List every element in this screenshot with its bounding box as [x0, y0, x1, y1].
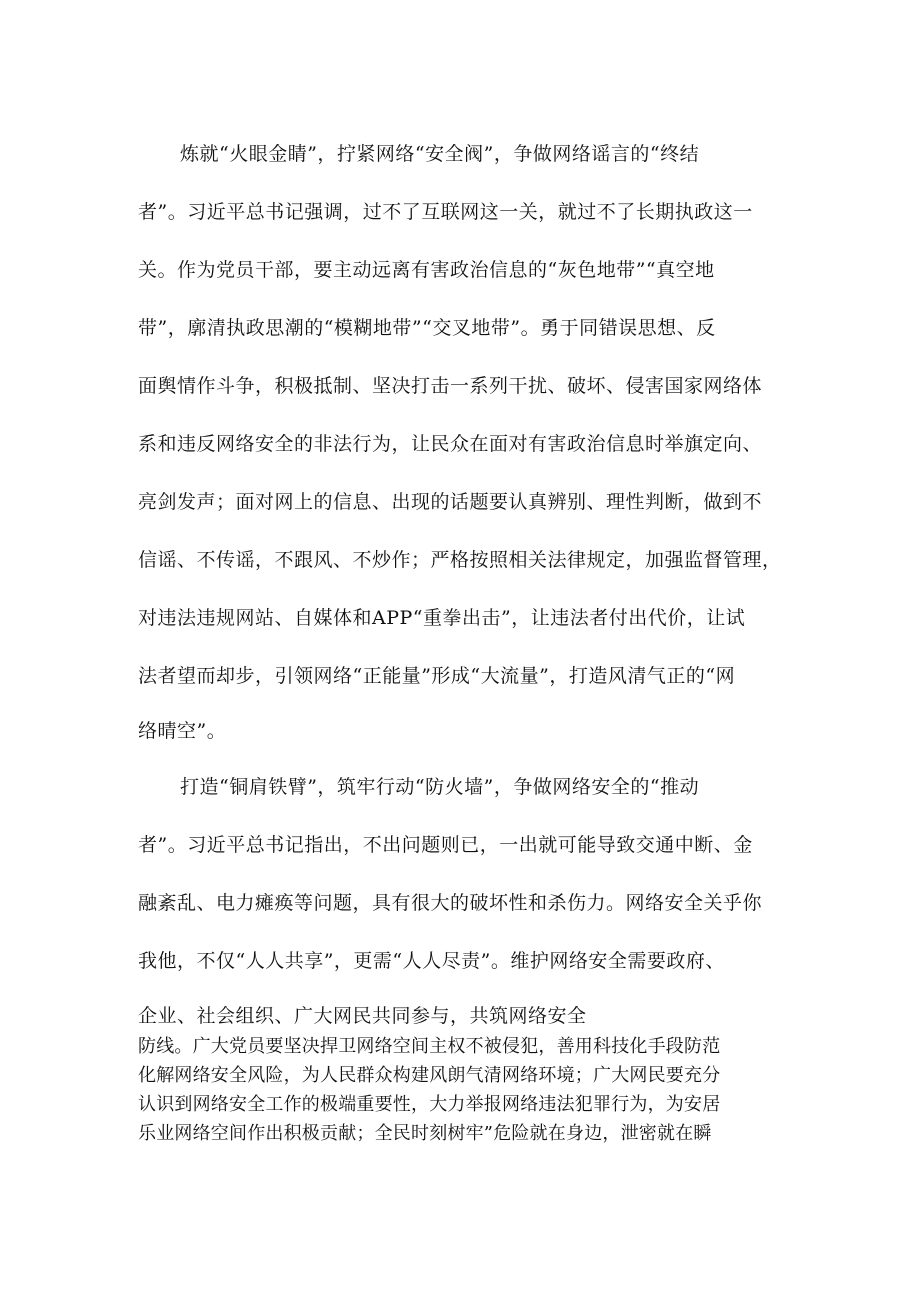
- paragraph-2-tight-line-3: 认识到网络安全工作的极端重要性，大力举报网络违法犯罪行为，为安居: [138, 1094, 721, 1115]
- paragraph-1-line-7: 亮剑发声；面对网上的信息、出现的话题要认真辨别、理性判断，做到不: [138, 491, 763, 513]
- paragraph-1-line-1: 炼就“火眼金睛”，拧紧网络“安全阀”，争做网络谣言的“终结: [180, 143, 700, 165]
- paragraph-1-line-5: 面舆情作斗争，积极抵制、坚决打击一系列干扰、破坏、侵害国家网络体: [138, 375, 763, 397]
- paragraph-1-line-3: 关。作为党员干部，要主动远离有害政治信息的“灰色地带”“真空地: [138, 259, 715, 281]
- paragraph-1-line-6: 系和违反网络安全的非法行为，让民众在面对有害政治信息时举旗定向、: [138, 433, 763, 455]
- paragraph-2-tight-line-2: 化解网络安全风险，为人民群众构建风朗气清网络环境；广大网民要充分: [138, 1065, 721, 1086]
- paragraph-1-line-10: 法者望而却步，引领网络“正能量”形成“大流量”，打造风清气正的“网: [138, 665, 736, 687]
- paragraph-2-line-4: 我他，不仅“人人共享”，更需“人人尽责”。维护网络安全需要政府、: [138, 950, 725, 972]
- paragraph-1-line-9: 对违法违规网站、自媒体和APP“重拳出击”，让违法者付出代价，让试: [138, 607, 746, 629]
- paragraph-1-line-2: 者”。习近平总书记强调，过不了互联网这一关，就过不了长期执政这一: [138, 201, 753, 223]
- paragraph-2-line-5: 企业、社会组织、广大网民共同参与，共筑网络安全: [138, 1005, 587, 1027]
- paragraph-1-line-4: 带”，廓清执政思潮的“模糊地带”“交叉地带”。勇于同错误思想、反: [138, 317, 716, 339]
- paragraph-1-line-11: 络晴空”。: [138, 720, 227, 742]
- paragraph-2-tight-line-1: 防线。广大党员要坚决捍卫网络空间主权不被侵犯，善用科技化手段防范: [138, 1036, 721, 1057]
- paragraph-1-line-8: 信谣、不传谣，不跟风、不炒作；严格按照相关法律规定，加强监督管理，: [138, 549, 782, 571]
- paragraph-2-line-1: 打造“铜肩铁臂”，筑牢行动“防火墙”，争做网络安全的“推动: [180, 776, 700, 798]
- paragraph-2-tight-line-4: 乐业网络空间作出积极贡献；全民时刻树牢”危险就在身边，泄密就在瞬: [138, 1123, 712, 1144]
- paragraph-2-line-3: 融紊乱、电力瘫痪等问题，具有很大的破坏性和杀伤力。网络安全关乎你: [138, 892, 763, 914]
- paragraph-2-line-2: 者”。习近平总书记指出，不出问题则已，一出就可能导致交通中断、金: [138, 834, 753, 856]
